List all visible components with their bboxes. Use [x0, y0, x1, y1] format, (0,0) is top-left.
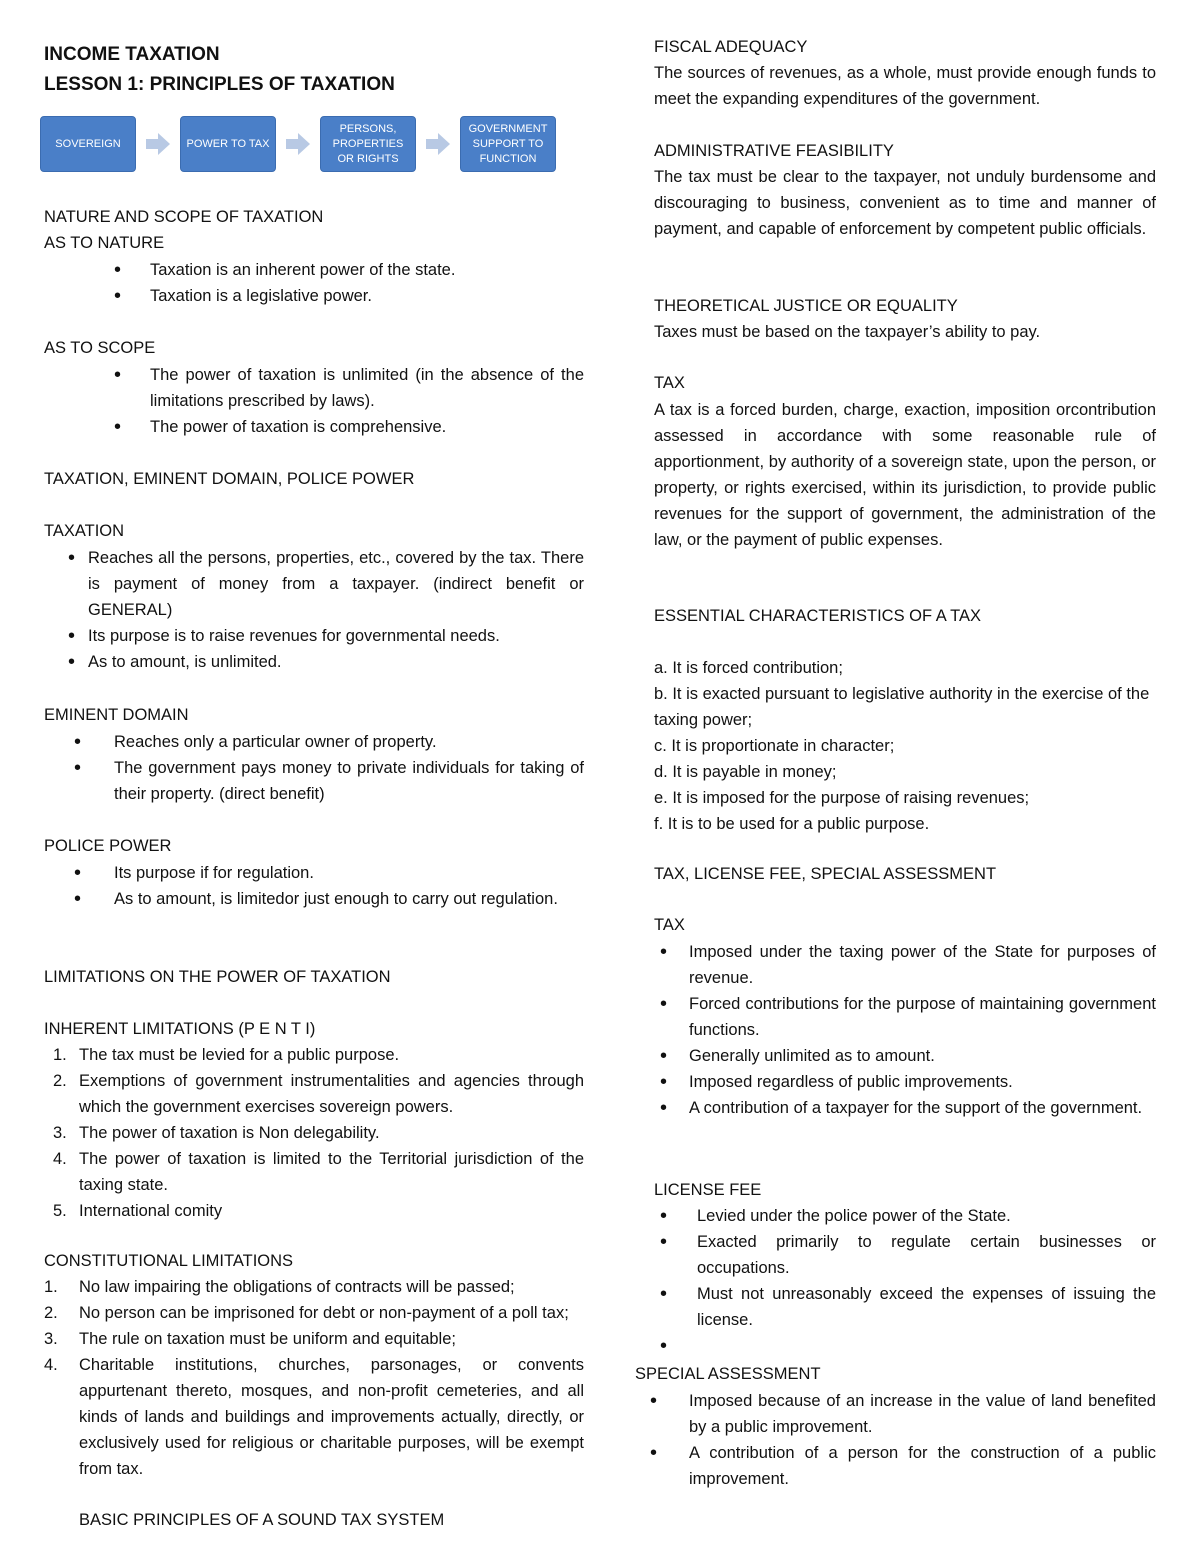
list-item: 3. The rule on taxation must be uniform and equitable; [44, 1330, 456, 1348]
tax-definition: A tax is a forced burden, charge, exaction, imposition orcontribution assessed in accordance with some reasonable rule of apportionment, by authority of a sovereign state, upon the person, or property, or rights exercised, within its jurisdiction, to provide public revenues for the support of government, the administration of the law, or the payment of public expenses. [654, 401, 1156, 549]
lesson-title: LESSON 1: PRINCIPLES OF TAXATION [44, 74, 395, 95]
list-item: • The power of taxation is comprehensive. [44, 414, 584, 440]
list-item: • Taxation is an inherent power of the state. [44, 257, 584, 283]
list-item: 3. The power of taxation is Non delegability. [53, 1124, 380, 1142]
list-item: 1. No law impairing the obligations of contracts will be passed; [44, 1278, 515, 1296]
flow-box-sovereign: SOVEREIGN [40, 116, 136, 172]
eminent-domain-heading: EMINENT DOMAIN [44, 706, 189, 724]
list-item: 2. Exemptions of government instrumentalities and agencies through which the government exercises sovereign powers. [53, 1072, 584, 1116]
tax-list [654, 939, 1156, 1121]
constitutional-heading: CONSTITUTIONAL LIMITATIONS [44, 1252, 294, 1270]
taxation-flow-diagram [40, 116, 560, 174]
administrative-text: The tax must be clear to the taxpayer, not unduly burdensome and discouraging to business, convenient as to time and manner of payment, and capable of enforcement by competent public officials. [654, 168, 1156, 238]
arrow-right-icon [286, 132, 310, 156]
nature-list [44, 257, 584, 309]
flow-box-persons: PERSONS, PROPERTIES OR RIGHTS [320, 116, 416, 172]
list-item: d. It is payable in money; [654, 763, 837, 781]
list-item: • Generally unlimited as to amount. [654, 1043, 1156, 1069]
list-item: • The power of taxation is unlimited (in the absence of the limitations prescribed by laws). [44, 362, 584, 414]
list-item: • Imposed regardless of public improvements. [654, 1069, 1156, 1095]
list-item: • Taxation is a legislative power. [44, 283, 584, 309]
list-item: f. It is to be used for a public purpose. [654, 815, 930, 833]
nature-scope-heading: NATURE AND SCOPE OF TAXATION [44, 208, 324, 226]
basic-principles-heading: BASIC PRINCIPLES OF A SOUND TAX SYSTEM [79, 1511, 445, 1529]
tax-heading: TAX [654, 374, 685, 392]
list-item: a. It is forced contribution; [654, 659, 843, 677]
list-item: • Imposed because of an increase in the value of land benefited by a public improvement. [654, 1388, 1156, 1440]
tax-subheading: TAX [654, 916, 685, 934]
list-item: • A contribution of a person for the construction of a public improvement. [654, 1440, 1156, 1492]
inherent-heading: INHERENT LIMITATIONS (P E N T I) [44, 1020, 316, 1038]
essential-list [654, 655, 1156, 837]
license-list [654, 1203, 1156, 1359]
list-item: • Its purpose if for regulation. [44, 860, 584, 886]
list-item: • Must not unreasonably exceed the expenses of issuing the license. [654, 1281, 1156, 1333]
list-item: b. It is exacted pursuant to legislative authority in the exercise of the taxing power; [654, 685, 1150, 729]
tep-heading: TAXATION, EMINENT DOMAIN, POLICE POWER [44, 470, 415, 488]
special-assessment-heading: SPECIAL ASSESSMENT [635, 1365, 821, 1383]
list-item: • A contribution of a taxpayer for the support of the government. [654, 1095, 1156, 1121]
constitutional-list [44, 1274, 584, 1482]
police-list [44, 860, 584, 912]
justice-text: Taxes must be based on the taxpayer’s ability to pay. [654, 323, 1041, 341]
taxation-list [44, 545, 584, 675]
list-item: 1. The tax must be levied for a public purpose. [53, 1046, 400, 1064]
list-item: 2. No person can be imprisoned for debt or non-payment of a poll tax; [44, 1304, 569, 1322]
list-item: 5. International comity [53, 1202, 223, 1220]
list-item: 4. The power of taxation is limited to the Territorial jurisdiction of the taxing state. [53, 1150, 584, 1194]
list-item: • Reaches only a particular owner of property. [44, 729, 584, 755]
inherent-list [44, 1042, 584, 1224]
list-item: • Forced contributions for the purpose of maintaining government functions. [654, 991, 1156, 1043]
list-item: • The government pays money to private individuals for taking of their property. (direct benefit) [44, 755, 584, 807]
flow-box-government-support: GOVERNMENT SUPPORT TO FUNCTION [460, 116, 556, 172]
list-item: • Exacted primarily to regulate certain businesses or occupations. [654, 1229, 1156, 1281]
list-item [654, 1333, 1156, 1359]
list-item: e. It is imposed for the purpose of raising revenues; [654, 789, 1030, 807]
arrow-right-icon [146, 132, 170, 156]
list-item: c. It is proportionate in character; [654, 737, 895, 755]
document-title: INCOME TAXATION [44, 44, 220, 65]
justice-heading: THEORETICAL JUSTICE OR EQUALITY [654, 297, 958, 315]
list-item: • As to amount, is unlimited. [44, 649, 584, 675]
as-to-scope-heading: AS TO SCOPE [44, 339, 156, 357]
essential-heading: ESSENTIAL CHARACTERISTICS OF A TAX [654, 607, 982, 625]
list-item: 4. Charitable institutions, churches, parsonages, or convents appurtenant thereto, mosques, and non-profit cemeteries, and all kinds of lands and buildings and improvements actually, directly, or exclusively used for religious or charitable purposes, will be exempt from tax. [44, 1356, 584, 1478]
license-fee-heading: LICENSE FEE [654, 1181, 762, 1199]
flow-box-power-to-tax: POWER TO TAX [180, 116, 276, 172]
list-item: • Its purpose is to raise revenues for governmental needs. [44, 623, 584, 649]
administrative-heading: ADMINISTRATIVE FEASIBILITY [654, 142, 894, 160]
fiscal-adequacy-heading: FISCAL ADEQUACY [654, 38, 808, 56]
fiscal-adequacy-text: The sources of revenues, as a whole, must provide enough funds to meet the expanding expenditures of the government. [654, 64, 1156, 108]
eminent-list [44, 729, 584, 807]
list-item: • Imposed under the taxing power of the State for purposes of revenue. [654, 939, 1156, 991]
list-item: • Reaches all the persons, properties, etc., covered by the tax. There is payment of money from a taxpayer. (indirect benefit or GENERAL) [44, 545, 584, 623]
taxation-heading: TAXATION [44, 522, 125, 540]
police-power-heading: POLICE POWER [44, 837, 172, 855]
scope-list [44, 362, 584, 440]
list-item: • Levied under the police power of the State. [654, 1203, 1156, 1229]
tax-license-special-heading: TAX, LICENSE FEE, SPECIAL ASSESSMENT [654, 865, 997, 883]
arrow-right-icon [426, 132, 450, 156]
limitations-heading: LIMITATIONS ON THE POWER OF TAXATION [44, 968, 391, 986]
list-item: • As to amount, is limitedor just enough to carry out regulation. [44, 886, 584, 912]
special-list [654, 1388, 1156, 1492]
as-to-nature-heading: AS TO NATURE [44, 234, 165, 252]
